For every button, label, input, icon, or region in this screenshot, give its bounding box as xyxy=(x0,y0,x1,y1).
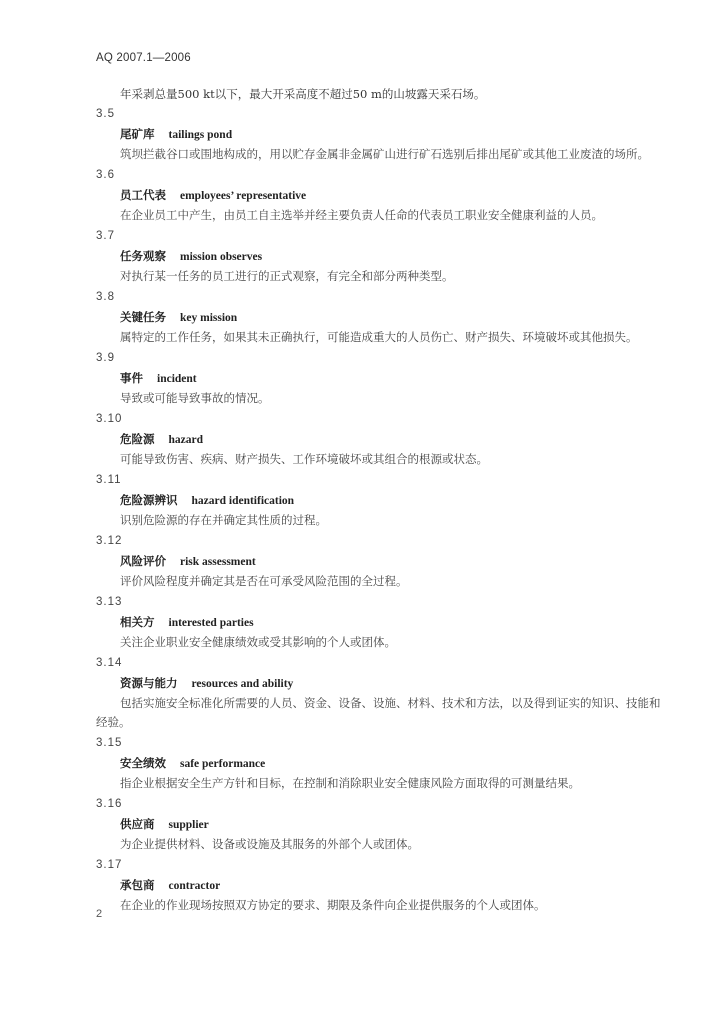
term-entry xyxy=(96,287,661,347)
term-entry xyxy=(96,409,661,469)
term-title xyxy=(96,246,661,267)
term-definition: 在企业员工中产生，由员工自主选举并经主要负责人任命的代表员工职业安全健康利益的人员。 xyxy=(120,208,603,222)
term-definition: 对执行某一任务的员工进行的正式观察，有完全和部分两种类型。 xyxy=(120,269,454,283)
term-entry xyxy=(96,653,661,732)
term-entry xyxy=(96,855,661,915)
term-number: 3.17 xyxy=(96,859,123,871)
term-chinese: 危险源辨识 xyxy=(120,493,178,507)
term-entry xyxy=(96,226,661,286)
term-chinese: 风险评价 xyxy=(120,554,166,568)
term-chinese: 供应商 xyxy=(120,817,155,831)
term-title xyxy=(96,814,661,835)
term-number: 3.7 xyxy=(96,230,115,242)
term-number: 3.6 xyxy=(96,169,115,181)
document-body xyxy=(96,85,661,916)
term-number: 3.13 xyxy=(96,596,123,608)
term-entry xyxy=(96,348,661,408)
term-english: hazard identification xyxy=(191,495,295,507)
term-entry xyxy=(96,531,661,591)
term-definition: 导致或可能导致事故的情况。 xyxy=(120,391,270,405)
term-chinese: 危险源 xyxy=(120,432,155,446)
term-definition: 评价风险程度并确定其是否在可承受风险范围的全过程。 xyxy=(120,574,408,588)
term-definition: 指企业根据安全生产方针和目标，在控制和消除职业安全健康风险方面取得的可测量结果。 xyxy=(120,776,580,790)
term-title xyxy=(96,551,661,572)
term-english: key mission xyxy=(180,312,238,324)
term-chinese: 关键任务 xyxy=(120,310,166,324)
term-english: safe performance xyxy=(180,758,266,770)
term-english: interested parties xyxy=(168,617,254,629)
term-entry xyxy=(96,165,661,225)
term-english: resources and ability xyxy=(191,678,294,690)
term-english: incident xyxy=(157,373,197,385)
term-chinese: 承包商 xyxy=(120,878,155,892)
term-definition: 属特定的工作任务，如果其未正确执行，可能造成重大的人员伤亡、财产损失、环境破坏或其他损失。 xyxy=(120,330,638,344)
term-definition: 为企业提供材料、设备或设施及其服务的外部个人或团体。 xyxy=(120,837,419,851)
term-title xyxy=(96,368,661,389)
term-title xyxy=(96,875,661,896)
term-definition: 关注企业职业安全健康绩效或受其影响的个人或团体。 xyxy=(120,635,396,649)
term-number: 3.8 xyxy=(96,291,115,303)
term-english: tailings pond xyxy=(168,129,233,141)
document-code-header: AQ 2007.1—2006 xyxy=(96,52,191,64)
term-chinese: 资源与能力 xyxy=(120,676,178,690)
term-entry xyxy=(96,104,661,164)
term-title xyxy=(96,429,661,450)
term-title xyxy=(96,612,661,633)
term-definition: 可能导致伤害、疾病、财产损失、工作环境破坏或其组合的根源或状态。 xyxy=(120,452,488,466)
term-title xyxy=(96,673,661,694)
term-number: 3.12 xyxy=(96,535,123,547)
term-number: 3.11 xyxy=(96,474,122,486)
term-entry xyxy=(96,733,661,793)
term-chinese: 任务观察 xyxy=(120,249,166,263)
term-definition: 包括实施安全标准化所需要的人员、资金、设备、设施、材料、技术和方法，以及得到证实的知识、技能和经验。 xyxy=(96,696,661,729)
term-title xyxy=(96,124,661,145)
intro-paragraph: 年采剥总量500 kt以下，最大开采高度不超过50 m的山坡露天采石场。 xyxy=(120,87,486,101)
term-entry xyxy=(96,470,661,530)
term-number: 3.15 xyxy=(96,737,123,749)
term-english: employees’ representative xyxy=(180,190,307,202)
term-chinese: 员工代表 xyxy=(120,188,166,202)
term-definition: 识别危险源的存在并确定其性质的过程。 xyxy=(120,513,327,527)
term-english: contractor xyxy=(168,880,221,892)
term-entry xyxy=(96,794,661,854)
term-definition: 筑坝拦截谷口或围地构成的，用以贮存金属非金属矿山进行矿石选别后排出尾矿或其他工业废渣的场所。 xyxy=(120,147,649,161)
term-definition: 在企业的作业现场按照双方协定的要求、期限及条件向企业提供服务的个人或团体。 xyxy=(120,898,546,912)
term-title xyxy=(96,753,661,774)
term-chinese: 安全绩效 xyxy=(120,756,166,770)
term-english: mission observes xyxy=(180,251,263,263)
term-number: 3.16 xyxy=(96,798,123,810)
term-chinese: 事件 xyxy=(120,371,143,385)
term-chinese: 尾矿库 xyxy=(120,127,155,141)
term-english: hazard xyxy=(168,434,203,446)
term-title xyxy=(96,490,661,511)
term-number: 3.14 xyxy=(96,657,123,669)
term-entry xyxy=(96,592,661,652)
term-english: risk assessment xyxy=(180,556,256,568)
term-number: 3.9 xyxy=(96,352,115,364)
term-english: supplier xyxy=(168,819,209,831)
term-number: 3.10 xyxy=(96,413,123,425)
term-title xyxy=(96,307,661,328)
page-number: 2 xyxy=(96,908,103,920)
term-title xyxy=(96,185,661,206)
term-entries-list xyxy=(96,104,661,915)
term-number: 3.5 xyxy=(96,108,115,120)
term-chinese: 相关方 xyxy=(120,615,155,629)
